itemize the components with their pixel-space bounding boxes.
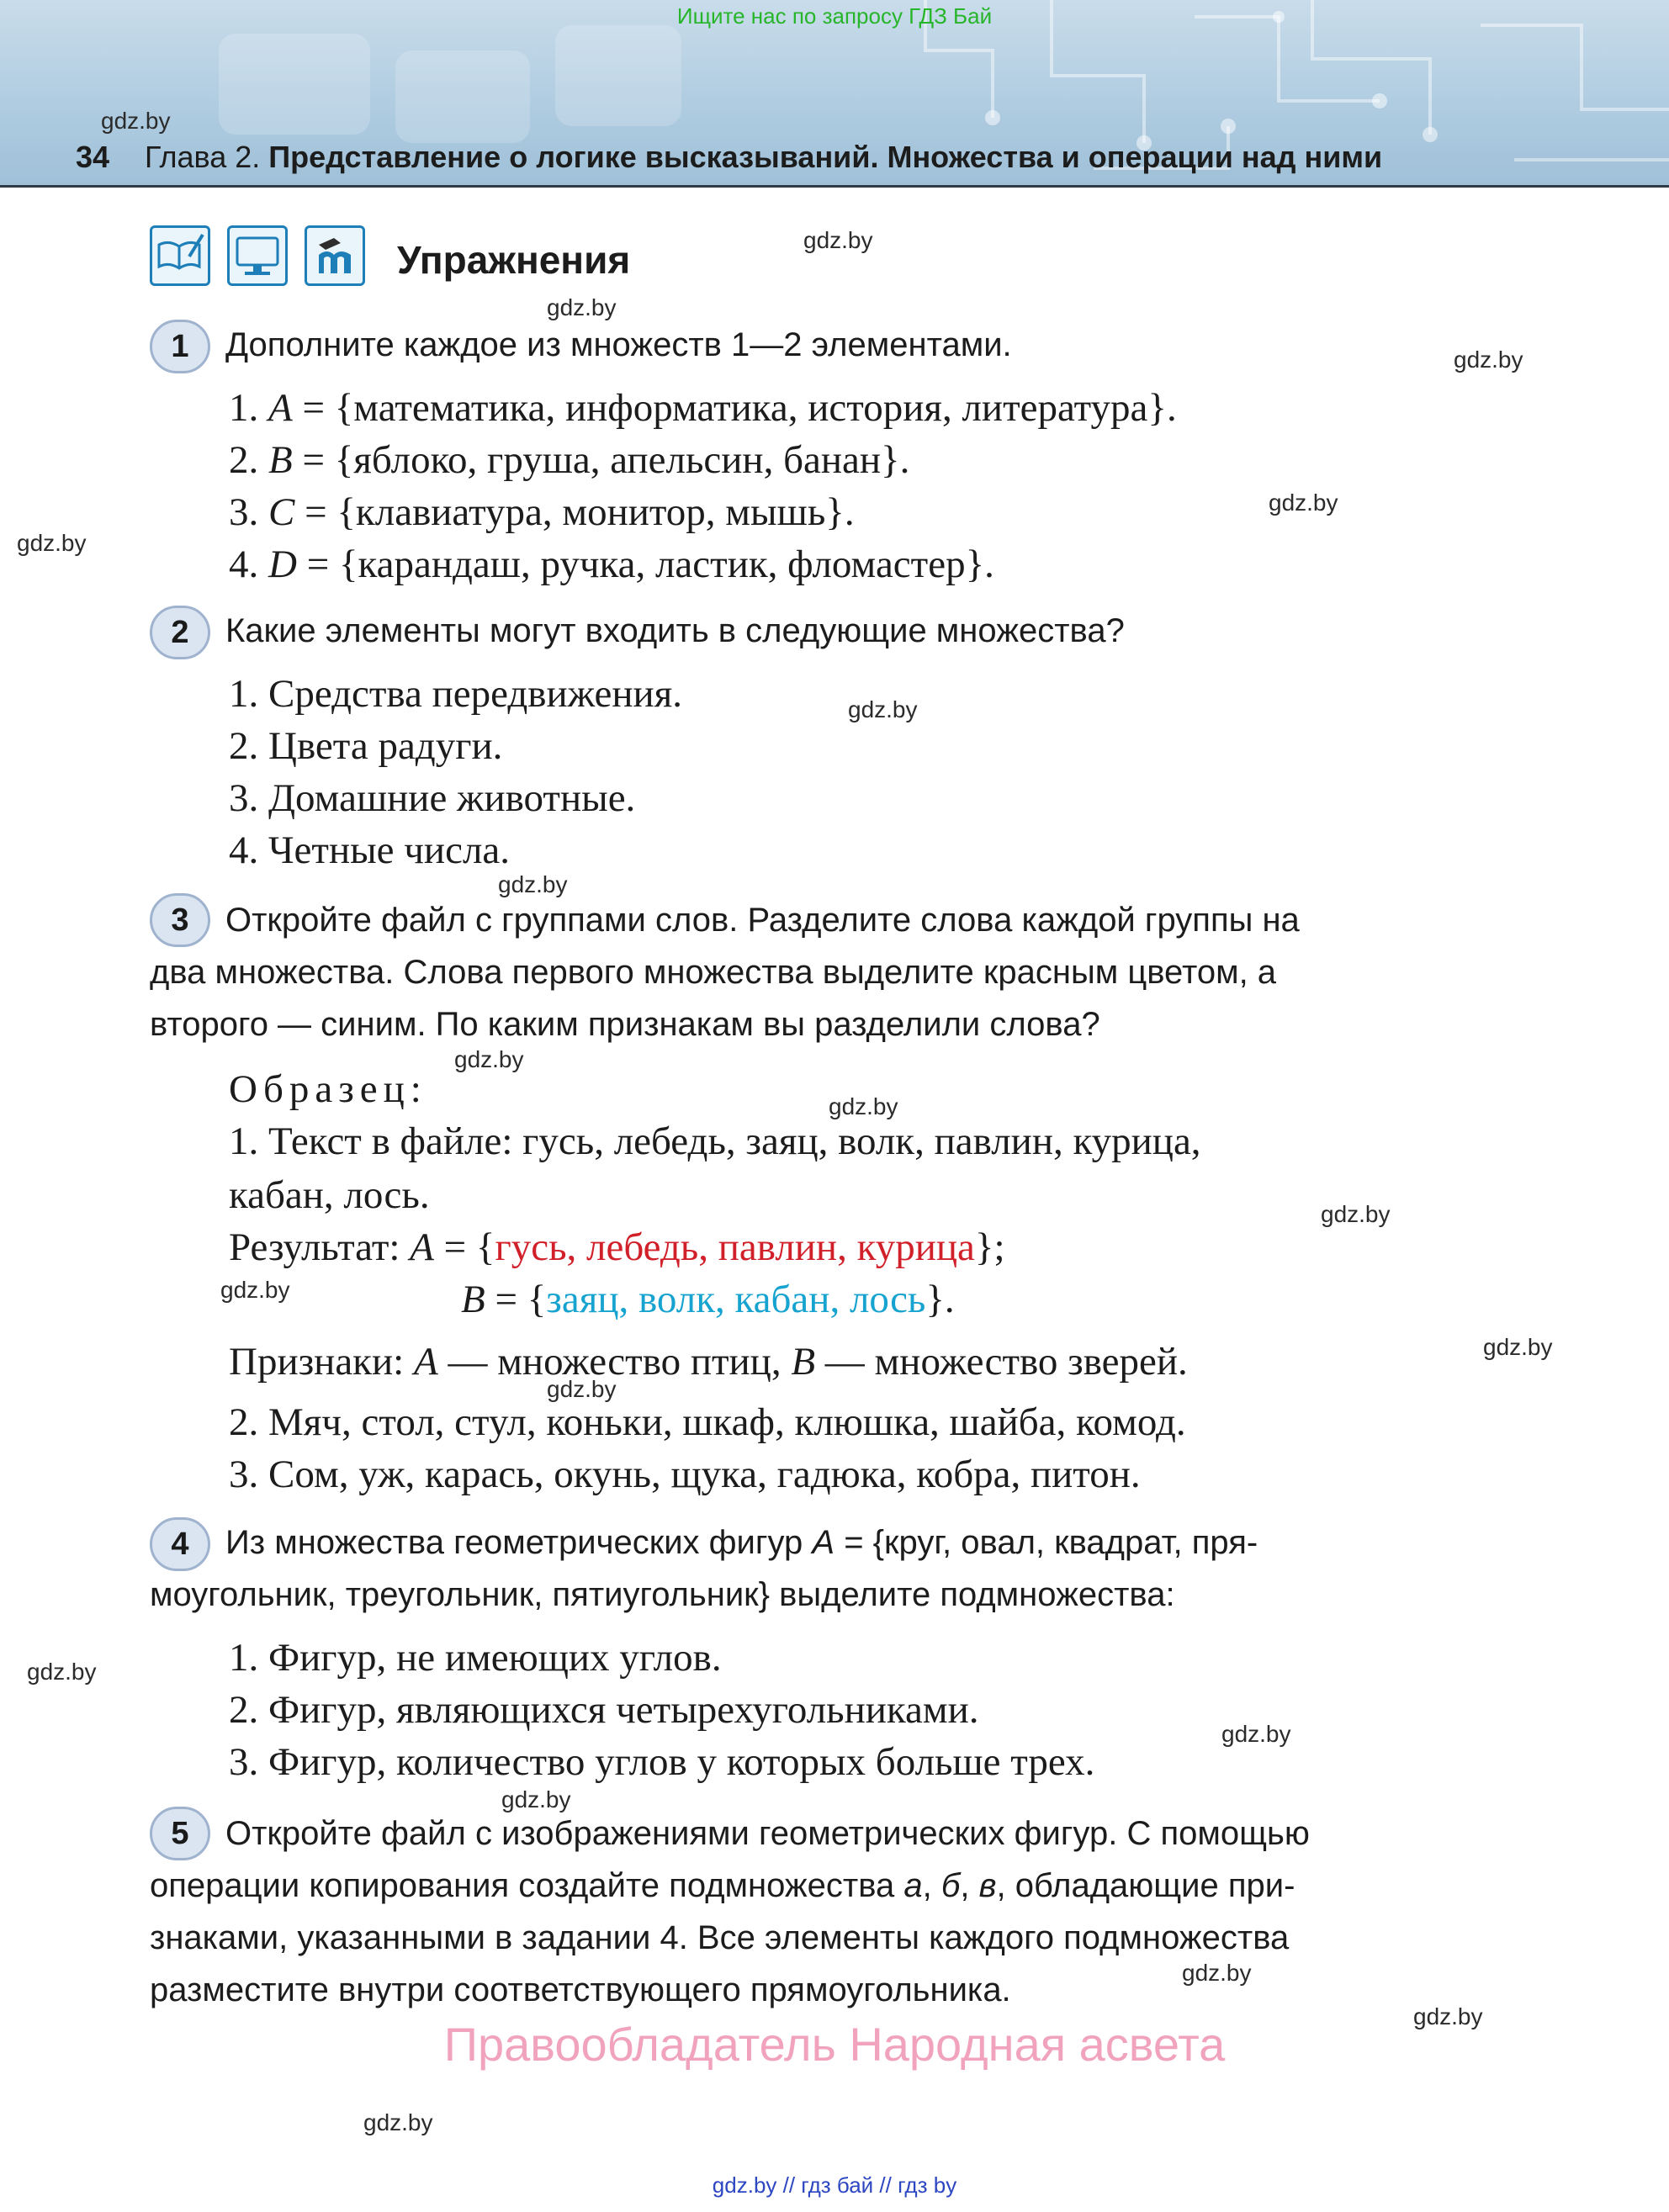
exercise-number-badge: 2 bbox=[150, 606, 210, 659]
moodle-icon bbox=[305, 225, 365, 286]
watermark: gdz.by bbox=[17, 530, 87, 556]
exercise-number-badge: 3 bbox=[150, 893, 210, 947]
result-line-b bbox=[461, 1277, 955, 1322]
task-text: Из множества геометрических фигур bbox=[225, 1524, 813, 1561]
watermark: gdz.by bbox=[1269, 489, 1338, 516]
chapter-heading bbox=[145, 140, 1382, 175]
exercise-4-item: 1. Фигур, не имеющих углов. bbox=[229, 1636, 722, 1680]
chapter-label: Глава 2. bbox=[145, 140, 261, 174]
watermark: gdz.by bbox=[829, 1093, 898, 1119]
exercise-5-task: разместите внутри соответствующего прямоугольника. bbox=[150, 1971, 1011, 2008]
set-elements: = {яблоко, груша, апельсин, банан}. bbox=[292, 438, 910, 482]
item-number: 2. bbox=[229, 438, 259, 482]
exercise-5-task bbox=[150, 1867, 1295, 1905]
signs-line bbox=[229, 1339, 1188, 1384]
watermark: gdz.by bbox=[1483, 1334, 1553, 1360]
set-brace: = { bbox=[433, 1225, 495, 1269]
exercise-4-task: моугольник, треугольник, пятиугольник} выделите подмножества: bbox=[150, 1576, 1175, 1613]
watermark: gdz.by bbox=[101, 108, 171, 134]
set-variable: A bbox=[413, 1340, 438, 1384]
exercise-1-task: Дополните каждое из множеств 1—2 элементами. bbox=[225, 326, 1012, 363]
exercise-2-item: 3. Домашние животные. bbox=[229, 776, 636, 820]
set-variable: B bbox=[268, 438, 293, 482]
exercise-1-item bbox=[229, 542, 994, 587]
exercise-4-task bbox=[225, 1524, 1258, 1562]
exercise-3-item: 3. Сом, уж, карась, окунь, щука, гадюка, кобра, питон. bbox=[229, 1453, 1141, 1496]
footer-links[interactable]: gdz.by // гдз бай // гдз by bbox=[712, 2172, 957, 2198]
exercise-2-item: 1. Средства передвижения. bbox=[229, 672, 682, 716]
exercise-5-task: знаками, указанными в задании 4. Все элементы каждого подмножества bbox=[150, 1919, 1290, 1956]
watermark: gdz.by bbox=[27, 1659, 97, 1685]
item-number: 4. bbox=[229, 542, 259, 586]
chapter-title: Представление о логике высказываний. Множества и операции над ними bbox=[268, 140, 1383, 174]
exercise-3-item: 2. Мяч, стол, стул, коньки, шкаф, клюшка, шайба, комод. bbox=[229, 1400, 1186, 1444]
copyright-holder: Правообладатель Народная асвета bbox=[443, 2018, 1226, 2071]
watermark: gdz.by bbox=[1454, 347, 1523, 373]
section-title: Упражнения bbox=[397, 238, 631, 282]
watermark: gdz.by bbox=[848, 696, 918, 722]
exercise-5-task: Откройте файл с изображениями геометрических фигур. С помощью bbox=[225, 1815, 1310, 1852]
result-line-a bbox=[229, 1225, 1005, 1270]
set-brace: }; bbox=[974, 1225, 1005, 1269]
signs-text: — множество птиц, bbox=[437, 1340, 792, 1384]
exercise-2-task: Какие элементы могут входить в следующие множества? bbox=[225, 612, 1125, 649]
page-number: 34 bbox=[76, 140, 110, 174]
watermark: gdz.by bbox=[547, 294, 617, 320]
set-a-words: гусь, лебедь, павлин, курица bbox=[495, 1225, 975, 1269]
monitor-icon bbox=[227, 225, 288, 286]
task-text: операции копирования создайте подмножества bbox=[150, 1867, 904, 1904]
set-brace: = { bbox=[485, 1278, 547, 1321]
watermark: gdz.by bbox=[220, 1277, 290, 1303]
set-brace: }. bbox=[925, 1278, 955, 1321]
set-variable: B bbox=[791, 1340, 816, 1384]
set-variable: D bbox=[268, 542, 297, 586]
exercise-2-item: 2. Цвета радуги. bbox=[229, 724, 503, 768]
watermark: gdz.by bbox=[363, 2109, 433, 2135]
set-variable: B bbox=[461, 1278, 485, 1321]
watermark: gdz.by bbox=[1221, 1721, 1291, 1747]
task-text: = {круг, овал, квадрат, пря- bbox=[834, 1524, 1258, 1561]
exercise-number-badge: 4 bbox=[150, 1517, 210, 1571]
watermark: gdz.by bbox=[803, 227, 873, 253]
exercise-number-badge: 5 bbox=[150, 1807, 210, 1860]
item-number: 3. bbox=[229, 490, 259, 534]
signs-label: Признаки: bbox=[229, 1340, 414, 1384]
set-variable: C bbox=[268, 490, 295, 534]
watermark: gdz.by bbox=[547, 1376, 617, 1402]
set-variable: A bbox=[812, 1524, 835, 1561]
exercise-1-item bbox=[229, 437, 909, 483]
watermark: gdz.by bbox=[454, 1046, 524, 1072]
item-number: 1. bbox=[229, 386, 259, 430]
subset-label: а bbox=[903, 1867, 923, 1904]
set-elements: = {клавиатура, монитор, мышь}. bbox=[294, 490, 855, 534]
exercise-3-task: Откройте файл с группами слов. Разделите слова каждой группы на bbox=[225, 902, 1300, 939]
header-rule bbox=[0, 185, 1669, 188]
search-notice: Ищите нас по запросу ГДЗ Бай bbox=[676, 3, 993, 29]
sample-label: Образец: bbox=[229, 1067, 427, 1111]
watermark: gdz.by bbox=[1321, 1201, 1391, 1227]
watermark: gdz.by bbox=[501, 1786, 571, 1812]
task-text: , обладающие при- bbox=[996, 1867, 1295, 1904]
set-variable: A bbox=[268, 386, 293, 430]
exercise-3-task: второго — синим. По каким признакам вы разделили слова? bbox=[150, 1006, 1100, 1043]
signs-text: — множество зверей. bbox=[815, 1340, 1188, 1384]
watermark: gdz.by bbox=[1182, 1960, 1252, 1986]
sample-text: кабан, лось. bbox=[229, 1173, 430, 1217]
exercise-2-item: 4. Четные числа. bbox=[229, 828, 511, 872]
exercise-3-task: два множества. Слова первого множества выделите красным цветом, а bbox=[150, 954, 1277, 991]
book-pencil-icon bbox=[150, 225, 210, 286]
exercise-1-item bbox=[229, 385, 1177, 431]
exercise-1-item bbox=[229, 489, 855, 535]
exercise-number-badge: 1 bbox=[150, 320, 210, 373]
subset-label: в bbox=[978, 1867, 997, 1904]
subset-label: б bbox=[940, 1867, 961, 1904]
exercise-4-item: 2. Фигур, являющихся четырехугольниками. bbox=[229, 1688, 979, 1732]
watermark: gdz.by bbox=[1413, 2003, 1483, 2029]
result-label: Результат: bbox=[229, 1225, 411, 1269]
set-elements: = {математика, информатика, история, литература}. bbox=[292, 386, 1177, 430]
set-variable: A bbox=[410, 1225, 434, 1269]
sample-text: 1. Текст в файле: гусь, лебедь, заяц, волк, павлин, курица, bbox=[229, 1119, 1201, 1163]
set-elements: = {карандаш, ручка, ластик, фломастер}. bbox=[296, 542, 994, 586]
task-text: , bbox=[922, 1867, 941, 1904]
task-text: , bbox=[960, 1867, 979, 1904]
watermark: gdz.by bbox=[498, 871, 568, 897]
exercise-4-item: 3. Фигур, количество углов у которых больше трех. bbox=[229, 1740, 1095, 1784]
set-b-words: заяц, волк, кабан, лось bbox=[546, 1278, 926, 1321]
